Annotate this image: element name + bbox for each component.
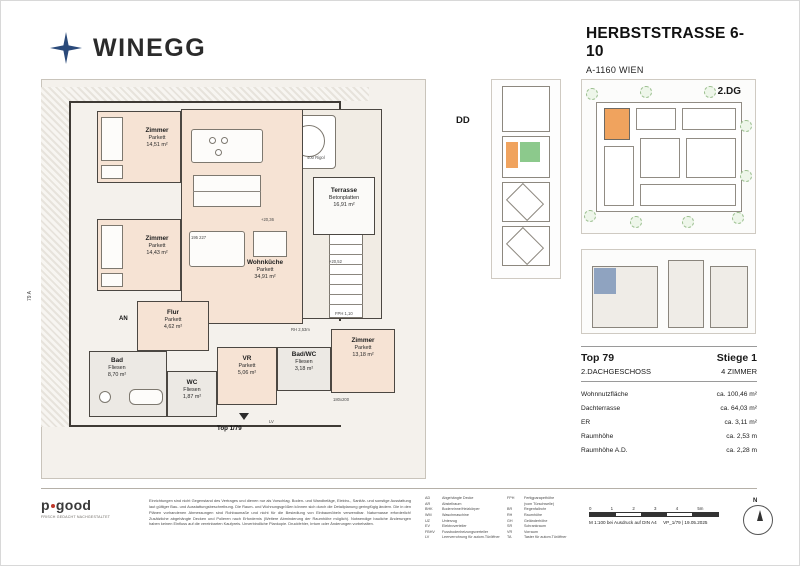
info-header-row xyxy=(581,347,757,367)
footer-divider xyxy=(41,488,757,489)
info-row: Wohnnutzfläche ca. 100,46 m² xyxy=(581,391,757,399)
north-needle xyxy=(757,510,763,521)
tree-icon xyxy=(704,86,716,98)
elevation-drawing xyxy=(581,249,756,334)
legend-left xyxy=(425,496,503,541)
plan-reference: VP_1/79 | 19.05.2025 xyxy=(663,520,708,525)
room-badwc: Bad/WC Fliesen 3,18 m² xyxy=(291,351,317,372)
entry-arrow-icon xyxy=(239,413,249,420)
stove-burner xyxy=(209,137,216,144)
project-title-block xyxy=(586,25,754,82)
elevation-right xyxy=(710,266,748,328)
legend-item: RH Raumhöhe xyxy=(507,512,543,517)
legend-item: BR Regenfallrohr xyxy=(507,507,547,512)
floor-label: 2.DACHGESCHOSS xyxy=(581,367,652,376)
pgood-logo xyxy=(41,497,133,519)
annotation-an: AN xyxy=(119,316,128,322)
info-row: ER ca. 3,11 m² xyxy=(581,418,757,426)
room-wc: WC Fliesen 1,87 m² xyxy=(182,379,202,400)
annotation-rigol: 400 Rigol xyxy=(307,155,325,160)
scale-segment xyxy=(667,513,693,516)
brand-name: WINEGG xyxy=(93,33,207,62)
tree-icon xyxy=(682,216,694,228)
stiege-label: Stiege 1 xyxy=(716,352,757,364)
legend-item: BHK Bodenrinne/Heizkörper xyxy=(425,507,480,512)
sideboard xyxy=(253,231,287,257)
site-block xyxy=(604,146,634,206)
bed xyxy=(101,117,123,161)
star-icon xyxy=(49,31,83,65)
room-zimmer4: Zimmer Parkett 13,18 m² xyxy=(351,337,375,358)
page-subtitle: A-1160 WIEN xyxy=(586,65,644,75)
legend-right xyxy=(507,496,587,541)
legend-item: LV Leerverrohrung für autom.Türöffner xyxy=(425,535,500,540)
tree-icon xyxy=(630,216,642,228)
tree-icon xyxy=(740,120,752,132)
dining-table-line xyxy=(193,191,261,192)
site-block xyxy=(636,108,676,130)
brand-logo xyxy=(49,31,206,65)
legend-item: (vom Türschwelle) xyxy=(524,501,555,506)
sink xyxy=(215,149,222,156)
stair-step xyxy=(329,254,363,255)
tree-icon xyxy=(584,210,596,222)
keyplan-label: DD xyxy=(456,115,470,126)
wall xyxy=(69,101,341,103)
legend-item: AD Abgehängte Decke xyxy=(425,496,474,500)
site-block xyxy=(682,108,736,130)
wall xyxy=(69,101,71,427)
bathtub xyxy=(129,389,163,405)
legend-item: FBHV Fussbodenheizungsverteiler xyxy=(425,529,489,534)
wall xyxy=(69,425,341,427)
scale-segment xyxy=(590,513,616,516)
tree-icon xyxy=(740,170,752,182)
info-subheader-row xyxy=(581,367,757,381)
level-annotation-2: +20,52 xyxy=(329,259,342,264)
site-block xyxy=(640,184,736,206)
site-plan-label: 2.DG xyxy=(717,86,741,97)
scale-bar xyxy=(589,506,719,525)
legend-item: SR Schrankraum xyxy=(507,524,546,529)
elevation-highlight xyxy=(594,268,616,294)
annotation-dim: 195 227 xyxy=(191,235,207,240)
keyplan-highlight-orange xyxy=(506,142,518,168)
room-zimmer1: Zimmer Parkett 14,51 m² xyxy=(145,127,169,148)
room-terrasse: Terrasse Betonplatten 16,91 m² xyxy=(328,187,360,208)
hatch-left xyxy=(41,87,71,427)
legend-item: FPH Fertigparapethöhe xyxy=(507,496,555,500)
north-arrow-icon xyxy=(741,498,775,535)
entry-label: Top 1/79 xyxy=(217,425,242,432)
page-title: HERBSTSTRASSE 6-10 xyxy=(586,25,745,60)
info-row: Raumhöhe A.D. ca. 2,28 m xyxy=(581,446,757,454)
stair-step xyxy=(329,264,363,265)
room-bad: Bad Fliesen 8,70 m² xyxy=(107,357,127,378)
annotation-rh: RH 2,53m xyxy=(291,327,310,332)
pgood-logo-sub: FRISCH GEDACHT NACHGESTALTET xyxy=(41,515,111,519)
info-row: Dachterrasse ca. 64,03 m² xyxy=(581,405,757,413)
stair-step xyxy=(329,274,363,275)
stair-step xyxy=(329,244,363,245)
level-annotation-1: +20,36 xyxy=(261,217,274,222)
scale-segment xyxy=(693,513,718,516)
tree-icon xyxy=(640,86,652,98)
stair-step xyxy=(329,284,363,285)
bed xyxy=(101,225,123,269)
staircase xyxy=(329,234,363,318)
scale-bar-graphic xyxy=(589,512,719,517)
legend-item: AR Abstellraum xyxy=(425,501,462,506)
logo-dot-icon xyxy=(51,504,55,508)
annotation-lv: LV xyxy=(269,419,274,424)
room-wohnkueche: Wohnküche Parkett 34,91 m² xyxy=(246,259,284,280)
site-highlight-unit xyxy=(604,108,630,140)
stair-step xyxy=(329,294,363,295)
disclaimer-text: Einrichtungen sind nicht Gegenstand des Vertrages und dienen nur als Vorschlag. Boden- und Wandbeläge, Elektro-, Sanitär- und sonstige Ausstattung laut gültiger Bau- und Ausstattungsbeschreibung. Die Raum- und Wohnungsgrößen können sich durch die Detailplanung geringfügig ändern. Die in den Plänen vorhandenen Abmessungen sind Rohbaumaße und nicht für die Besiedlung von Einbaumöbeln verwendbar. Naturmasse erforderlich! Zusätzliche abgehängte Decken und Polieren nach Erfordernis (Weitere Abminderung der Raumhöhe möglich). Notwendige bauliche Änderungen haben keinen Einfluss auf die vereinbarten Kaufpreis. Unverbindliche Plankopie. Druckfehler, Irrtum oder Änderungen vorbehalten. xyxy=(149,498,411,527)
main-floorplan xyxy=(41,79,426,479)
scale-ticks: 0 1 2 3 4 5m xyxy=(589,506,704,511)
legend-item: EV Elektroverteiler xyxy=(425,524,467,529)
info-row: Raumhöhe ca. 2,53 m xyxy=(581,432,757,440)
room-flur: Flur Parkett 4,62 m² xyxy=(163,309,183,330)
room-zimmer2: Zimmer Parkett 14,43 m² xyxy=(145,235,169,256)
keyplan-highlight-green xyxy=(520,142,540,162)
kitchen-island xyxy=(191,129,263,163)
info-rows xyxy=(581,382,757,457)
top-label: Top 79 xyxy=(581,352,615,364)
rooms-label: 4 ZIMMER xyxy=(721,367,757,376)
scale-text: M 1:100 bei Ausdruck auf DIN A4 VP_1/79 | 19.05.2025 xyxy=(589,520,708,525)
stair-step xyxy=(329,304,363,305)
site-plan xyxy=(581,79,756,234)
legend-item: TA Taster für autom.Türöffner xyxy=(507,535,567,540)
legend-item: VR Vorraum xyxy=(507,529,538,534)
scale-segment xyxy=(642,513,668,516)
keyplan-block xyxy=(502,86,550,132)
wardrobe xyxy=(101,165,123,179)
unit-info-table xyxy=(581,346,757,457)
tree-icon xyxy=(586,88,598,100)
site-block xyxy=(686,138,736,178)
dimension-door: 180x200 xyxy=(333,397,350,402)
plan-edge-label: 79 A xyxy=(27,290,33,301)
scale-segment xyxy=(616,513,642,516)
north-label: N xyxy=(753,498,758,504)
hatch-top xyxy=(69,87,369,101)
legend-item: UZ Unterzug xyxy=(425,518,457,523)
elevation-mid xyxy=(668,260,704,328)
pgood-logo-text: p good xyxy=(41,497,92,513)
site-block xyxy=(640,138,680,178)
room-vr: VR Parkett 5,06 m² xyxy=(237,355,257,376)
wardrobe xyxy=(101,273,123,287)
annotation-fph: FPH 1,10 xyxy=(335,311,353,316)
stove-burner xyxy=(221,137,228,144)
legend-item: GH Geländerhöhe xyxy=(507,518,548,523)
keyplan-diagram xyxy=(491,79,561,279)
legend-item: WM Waschmaschine xyxy=(425,512,469,517)
sink xyxy=(99,391,111,403)
tree-icon xyxy=(732,212,744,224)
